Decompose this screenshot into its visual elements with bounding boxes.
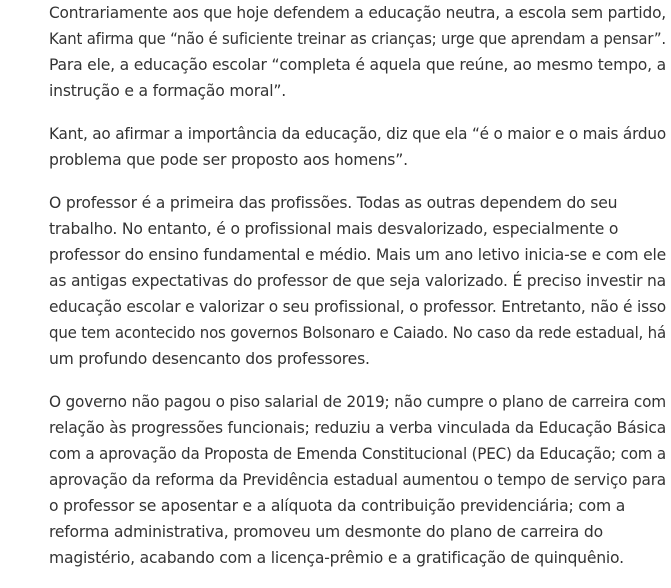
paragraph-line: instrução e a formação moral”. <box>49 82 287 100</box>
paragraph-line: um profundo desencanto dos professores. <box>49 350 370 368</box>
paragraph-line: o professor se aposentar e a alíquota da contribuição previdenciária; com a <box>49 497 626 515</box>
paragraph-line: que tem acontecido nos governos Bolsonaro e Caiado. No caso da rede estadual, há <box>49 324 666 342</box>
paragraph-line: magistério, acabando com a licença-prêmio e a gratificação de quinquênio. <box>49 549 624 567</box>
paragraph-line: Para ele, a educação escolar “completa é aquela que reúne, ao mesmo tempo, a <box>49 56 666 74</box>
paragraph-professor <box>49 190 671 372</box>
paragraph-governo <box>49 389 671 571</box>
paragraph-line: O governo não pagou o piso salarial de 2019; não cumpre o plano de carreira com <box>49 393 666 411</box>
paragraph-line: Contrariamente aos que hoje defendem a educação neutra, a escola sem partido, <box>49 4 666 22</box>
paragraph-line: problema que pode ser proposto aos homens”. <box>49 151 408 169</box>
paragraph-line: as antigas expectativas do professor de que seja valorizado. É preciso investir na <box>49 272 666 290</box>
paragraph-line: Kant, ao afirmar a importância da educação, diz que ela “é o maior e o mais árduo <box>49 125 666 143</box>
paragraph-line: O professor é a primeira das profissões. Todas as outras dependem do seu <box>49 194 618 212</box>
paragraph-line: aprovação da reforma da Previdência estadual aumentou o tempo de serviço para <box>49 471 666 489</box>
paragraph-kant-importancia <box>49 121 671 173</box>
paragraph-line: relação às progressões funcionais; reduziu a verba vinculada da Educação Básica <box>49 419 666 437</box>
paragraph-line: reforma administrativa, promoveu um desmonte do plano de carreira do <box>49 523 603 541</box>
paragraph-line: educação escolar e valorizar o seu profissional, o professor. Entretanto, não é isso <box>49 298 667 316</box>
paragraph-kant-treinar <box>49 0 671 104</box>
paragraph-line: Kant afirma que “não é suficiente treinar as crianças; urge que aprendam a pensar”. <box>49 30 666 48</box>
paragraph-line: com a aprovação da Proposta de Emenda Constitucional (PEC) da Educação; com a <box>49 445 667 463</box>
paragraph-line: trabalho. No entanto, é o profissional mais desvalorizado, especialmente o <box>49 220 619 238</box>
paragraph-line: professor do ensino fundamental e médio. Mais um ano letivo inicia-se e com ele <box>49 246 667 264</box>
